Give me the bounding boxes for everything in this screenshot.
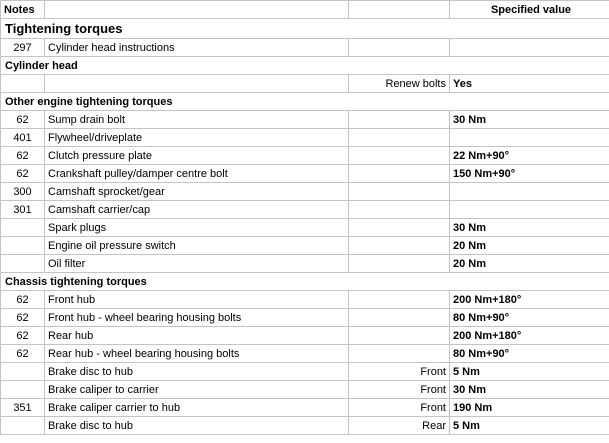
- table-row: [1, 219, 609, 237]
- row-description: Flywheel/driveplate: [45, 129, 349, 147]
- row-value: 200 Nm+180°: [450, 291, 609, 309]
- table-row: [1, 417, 609, 435]
- table-row: [1, 111, 609, 129]
- table-row: [1, 75, 609, 93]
- row-description: Front hub: [45, 291, 349, 309]
- row-note: 62: [1, 327, 45, 345]
- row-description: Camshaft carrier/cap: [45, 201, 349, 219]
- row-description: Brake caliper carrier to hub: [45, 399, 349, 417]
- row-note: [1, 255, 45, 273]
- instructions-note: 297: [1, 39, 45, 57]
- row-qualifier: [349, 183, 450, 201]
- header-specified-value: Specified value: [450, 1, 609, 19]
- subsection-row: [1, 273, 609, 291]
- row-note: 351: [1, 399, 45, 417]
- row-qualifier: [349, 255, 450, 273]
- row-value: [450, 129, 609, 147]
- table-row: [1, 183, 609, 201]
- table-row: [1, 147, 609, 165]
- subsection-heading: Chassis tightening torques: [1, 273, 609, 291]
- row-description: Sump drain bolt: [45, 111, 349, 129]
- torque-spec-table-body: [1, 1, 609, 435]
- table-row: [1, 345, 609, 363]
- instructions-value: [450, 39, 609, 57]
- row-value: 30 Nm: [450, 111, 609, 129]
- row-description: Brake caliper to carrier: [45, 381, 349, 399]
- row-note: 62: [1, 165, 45, 183]
- row-qualifier: [349, 201, 450, 219]
- row-value: 190 Nm: [450, 399, 609, 417]
- row-note: [1, 417, 45, 435]
- table-header-row: [1, 1, 609, 19]
- row-value: 80 Nm+90°: [450, 309, 609, 327]
- row-note: 62: [1, 345, 45, 363]
- table-row: [1, 201, 609, 219]
- row-value: 200 Nm+180°: [450, 327, 609, 345]
- row-qualifier: [349, 129, 450, 147]
- section-title-row: [1, 19, 609, 39]
- row-note: 62: [1, 111, 45, 129]
- row-description: Front hub - wheel bearing housing bolts: [45, 309, 349, 327]
- table-row: [1, 327, 609, 345]
- row-note: 401: [1, 129, 45, 147]
- row-qualifier: [349, 237, 450, 255]
- row-note: 62: [1, 291, 45, 309]
- table-row: [1, 165, 609, 183]
- row-note: [1, 381, 45, 399]
- table-row: [1, 363, 609, 381]
- row-qualifier: Front: [349, 363, 450, 381]
- subsection-row: [1, 93, 609, 111]
- row-note: 301: [1, 201, 45, 219]
- row-qualifier: [349, 309, 450, 327]
- header-blank-qualifier: [349, 1, 450, 19]
- row-note: [1, 237, 45, 255]
- row-value: 5 Nm: [450, 417, 609, 435]
- instructions-row: [1, 39, 609, 57]
- row-description: Crankshaft pulley/damper centre bolt: [45, 165, 349, 183]
- row-value: [450, 183, 609, 201]
- header-blank-desc: [45, 1, 349, 19]
- row-qualifier: Rear: [349, 417, 450, 435]
- table-row: [1, 309, 609, 327]
- row-value: 30 Nm: [450, 381, 609, 399]
- row-note: [1, 363, 45, 381]
- row-description: Rear hub - wheel bearing housing bolts: [45, 345, 349, 363]
- section-title: Tightening torques: [1, 19, 609, 39]
- row-qualifier: Renew bolts: [349, 75, 450, 93]
- row-note: 300: [1, 183, 45, 201]
- row-qualifier: Front: [349, 381, 450, 399]
- row-value: Yes: [450, 75, 609, 93]
- row-description: Rear hub: [45, 327, 349, 345]
- row-qualifier: [349, 327, 450, 345]
- row-value: 20 Nm: [450, 237, 609, 255]
- table-row: [1, 291, 609, 309]
- table-row: [1, 237, 609, 255]
- row-value: 22 Nm+90°: [450, 147, 609, 165]
- header-notes: Notes: [1, 1, 45, 19]
- row-description: Camshaft sprocket/gear: [45, 183, 349, 201]
- row-description: Brake disc to hub: [45, 363, 349, 381]
- row-note: 62: [1, 309, 45, 327]
- row-qualifier: Front: [349, 399, 450, 417]
- subsection-row: [1, 57, 609, 75]
- table-row: [1, 129, 609, 147]
- row-qualifier: [349, 111, 450, 129]
- row-value: 20 Nm: [450, 255, 609, 273]
- row-description: Oil filter: [45, 255, 349, 273]
- row-description: Engine oil pressure switch: [45, 237, 349, 255]
- row-note: 62: [1, 147, 45, 165]
- table-row: [1, 399, 609, 417]
- row-value: 80 Nm+90°: [450, 345, 609, 363]
- row-description: Brake disc to hub: [45, 417, 349, 435]
- row-value: 150 Nm+90°: [450, 165, 609, 183]
- row-qualifier: [349, 165, 450, 183]
- instructions-qualifier: [349, 39, 450, 57]
- row-qualifier: [349, 147, 450, 165]
- subsection-heading: Cylinder head: [1, 57, 609, 75]
- row-qualifier: [349, 345, 450, 363]
- row-description: Spark plugs: [45, 219, 349, 237]
- row-value: 30 Nm: [450, 219, 609, 237]
- row-note: [1, 219, 45, 237]
- row-value: [450, 201, 609, 219]
- row-qualifier: [349, 291, 450, 309]
- row-description: Clutch pressure plate: [45, 147, 349, 165]
- row-value: 5 Nm: [450, 363, 609, 381]
- row-note: [1, 75, 45, 93]
- row-description: [45, 75, 349, 93]
- subsection-heading: Other engine tightening torques: [1, 93, 609, 111]
- table-row: [1, 255, 609, 273]
- instructions-desc: Cylinder head instructions: [45, 39, 349, 57]
- table-row: [1, 381, 609, 399]
- row-qualifier: [349, 219, 450, 237]
